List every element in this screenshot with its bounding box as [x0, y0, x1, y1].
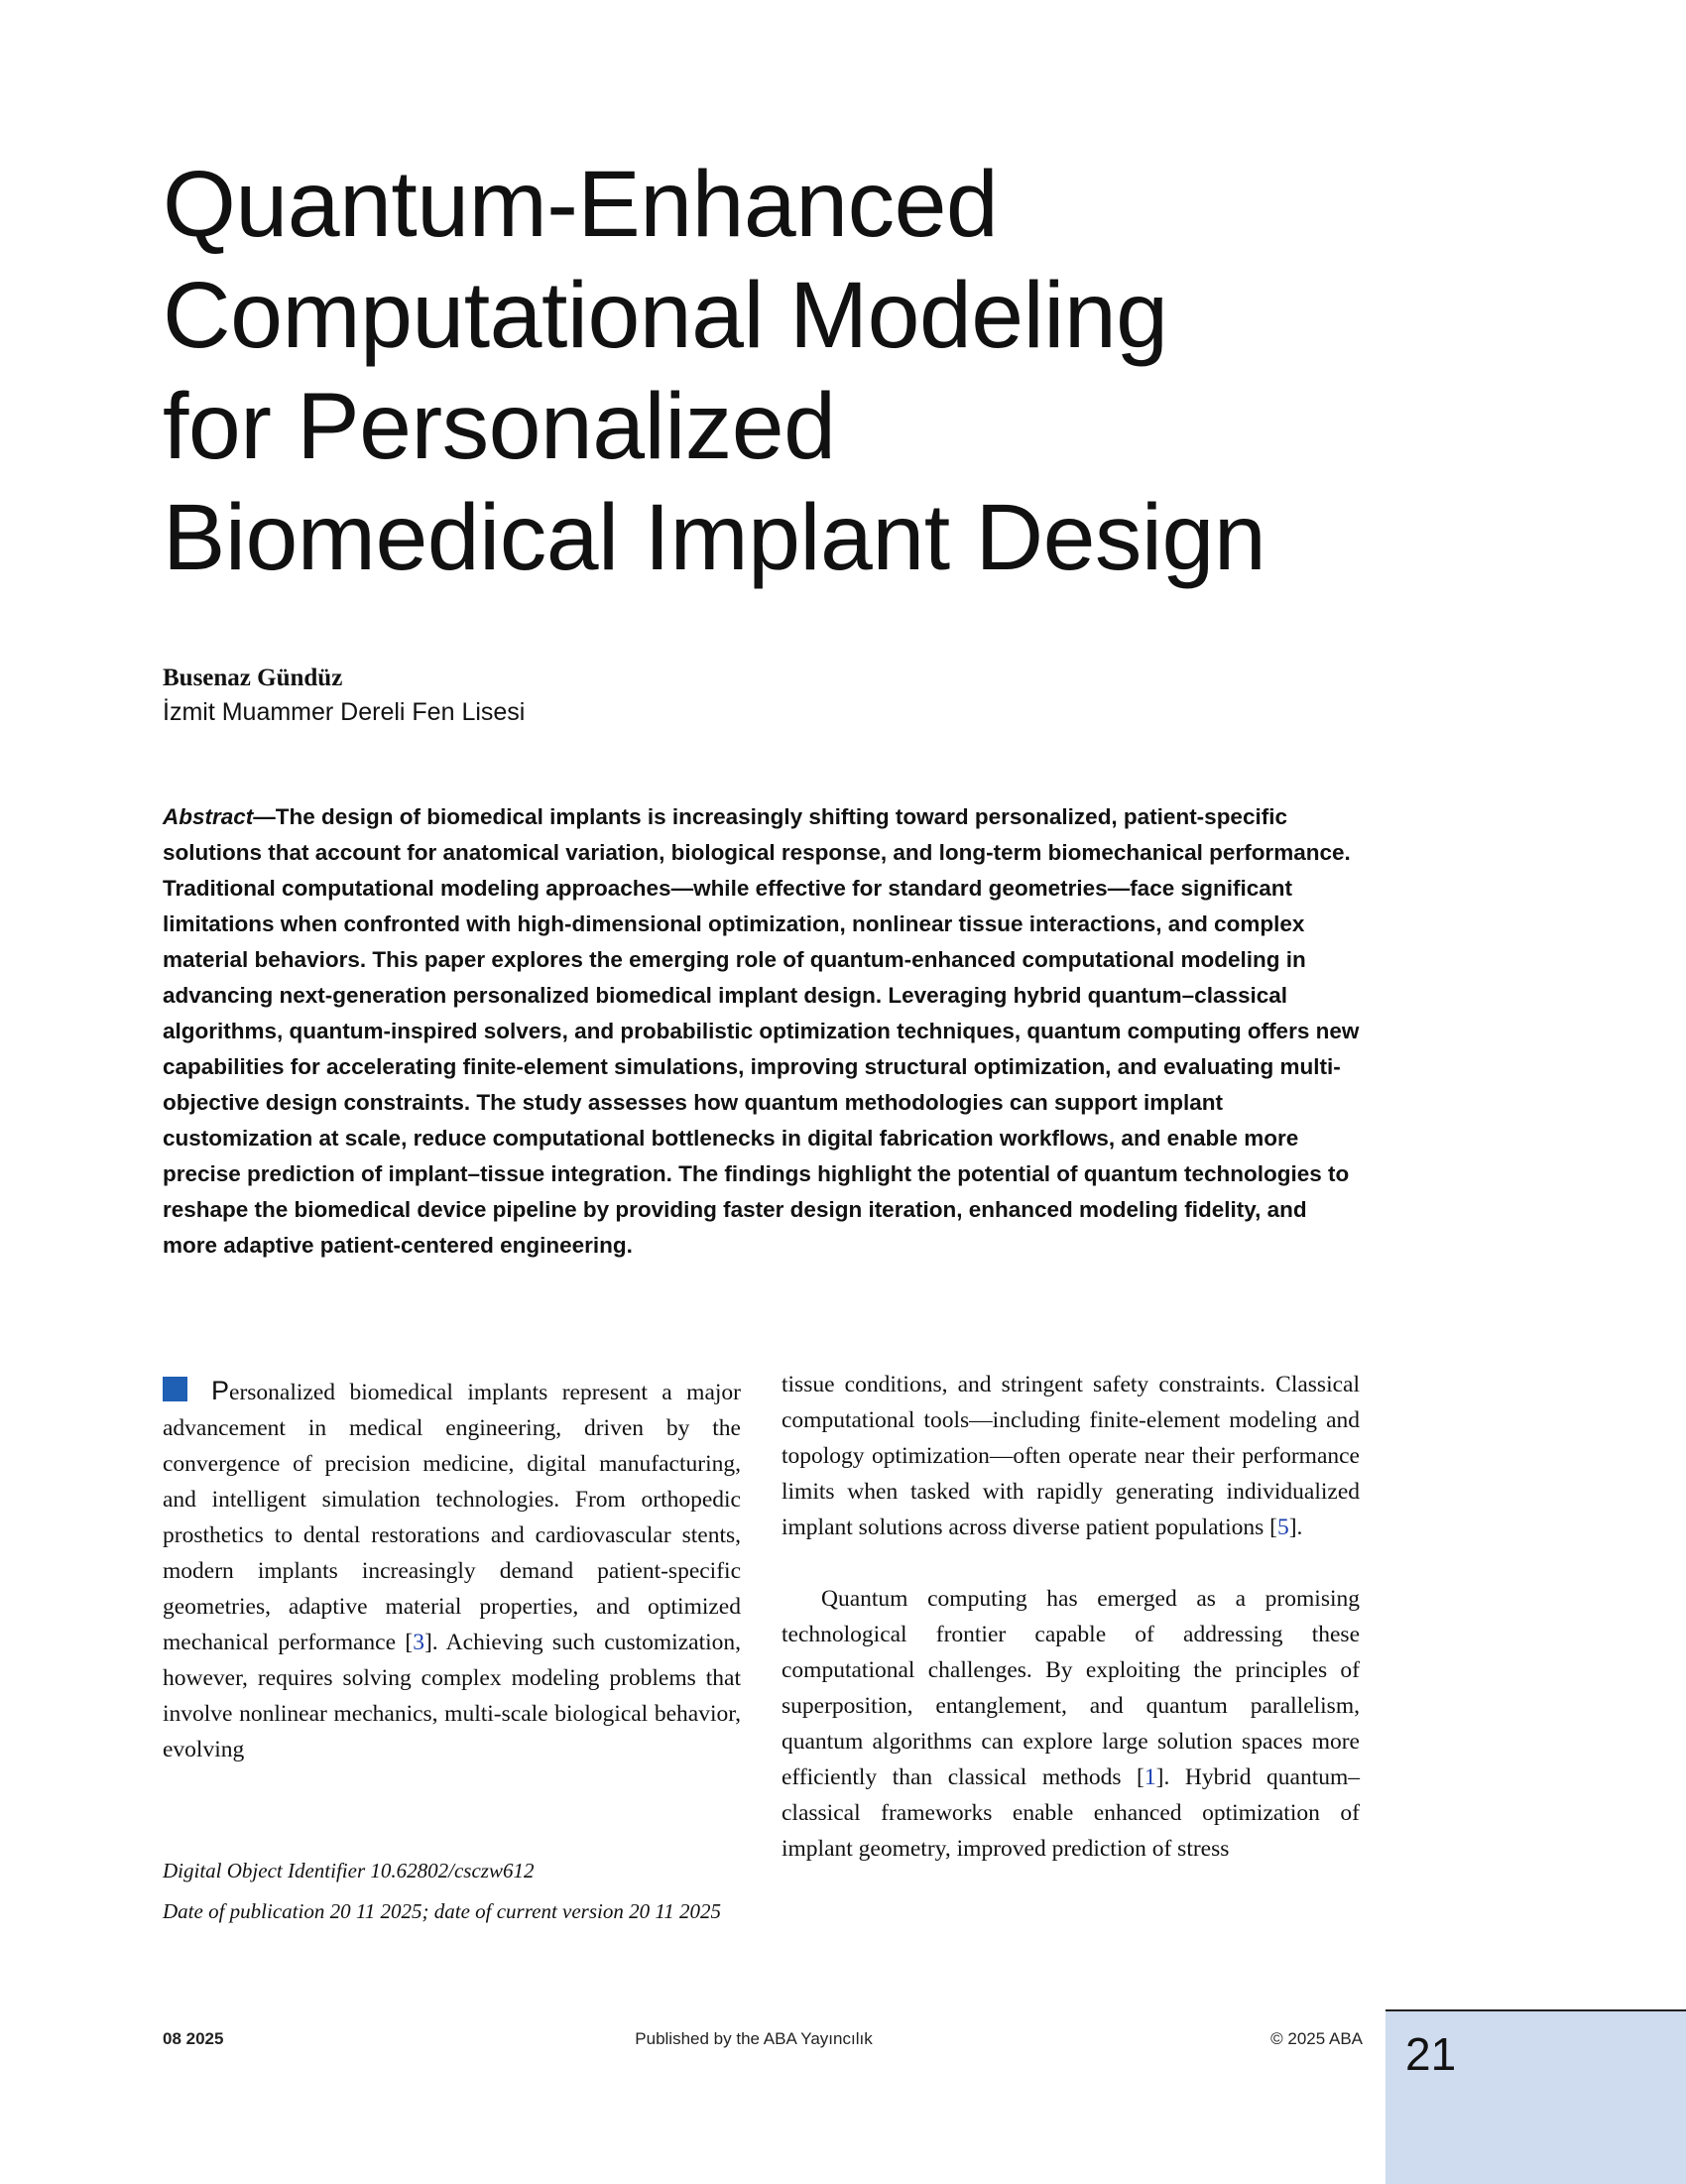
body-text: Quantum computing has emerged as a promising technological frontier capable of addressing these computational challenges. By exploiting the principles of superposition, entanglement, and quantum parallelism, quantum algorithms can explore large solution spaces more efficiently than classical methods [: [782, 1586, 1360, 1790]
abstract: [163, 799, 1363, 1264]
author-affiliation: İzmit Muammer Dereli Fen Lisesi: [163, 698, 526, 726]
body-text: ersonalized biomedical implants represent a major advancement in medical engineering, driven by the convergence of precision medicine, digital manufacturing, and intelligent simulation technologies. From orthopedic prosthetics to dental restorations and cardiovascular stents, modern implants increasingly demand patient-specific geometries, adaptive material properties, and optimized mechanical performance [: [163, 1380, 741, 1655]
page-number: 21: [1405, 2028, 1457, 2080]
body-text: tissue conditions, and stringent safety constraints. Classical computational tools—including finite-element modeling and topology optimization—often operate near their performance limits when tasked with rapidly generating individualized implant solutions across diverse patient populations [: [782, 1372, 1360, 1540]
footer-publisher: Published by the ABA Yayıncılık: [635, 2029, 873, 2048]
doi-line: Digital Object Identifier 10.62802/csczw612: [163, 1859, 535, 1882]
paper-title: [163, 149, 1412, 593]
title-line: Quantum-Enhanced: [163, 152, 999, 257]
body-paragraph: [782, 1581, 1360, 1867]
body-column-left: [163, 1373, 741, 1767]
reference-link[interactable]: 1: [1144, 1764, 1156, 1790]
reference-link[interactable]: 5: [1276, 1515, 1289, 1540]
body-text: ]. Achieving such customization, however, requires solving complex modeling problems that involve nonlinear mechanics, multi-scale biological behavior, evolving: [163, 1630, 742, 1762]
title-line: Biomedical Implant Design: [163, 485, 1266, 590]
reference-link[interactable]: 3: [413, 1630, 424, 1655]
title-line: Computational Modeling: [163, 263, 1168, 368]
author-name: Busenaz Gündüz: [163, 665, 343, 691]
footer-copyright: © 2025 ABA: [1270, 2029, 1363, 2048]
footer-issue: 08 2025: [163, 2029, 224, 2048]
abstract-label: Abstract: [163, 804, 254, 829]
body-column-right: [782, 1367, 1360, 1867]
body-paragraph: [782, 1367, 1360, 1545]
page-number-box: [1385, 2009, 1686, 2184]
publication-date-line: Date of publication 20 11 2025; date of current version 20 11 2025: [163, 1899, 722, 1923]
abstract-text: —The design of biomedical implants is increasingly shifting toward personalized, patient-specific solutions that account for anatomical variation, biological response, and long-term biomechanical performance. Traditional computational modeling approaches—while effective for standard geometries—face significant limitations when confronted with high-dimensional optimization, nonlinear tissue interactions, and complex material behaviors. This paper explores the emerging role of quantum-enhanced computational modeling in advancing next-generation personalized biomedical implant design. Leveraging hybrid quantum–classical algorithms, quantum-inspired solvers, and probabilistic optimization techniques, quantum computing offers new capabilities for accelerating finite-element simulations, improving structural optimization, and evaluating multi-objective design constraints. The study assesses how quantum methodologies can support implant customization at scale, reduce computational bottlenecks in digital fabrication workflows, and enable more precise prediction of implant–tissue integration. The findings highlight the potential of quantum technologies to reshape the biomedical device pipeline by providing faster design iteration, enhanced modeling fidelity, and more adaptive patient-centered engineering.: [163, 804, 1360, 1258]
body-text: ].: [1288, 1515, 1303, 1540]
section-marker-square-icon: [163, 1377, 187, 1401]
title-line: for Personalized: [163, 374, 836, 479]
body-text: ]. Hybrid quantum–classical frameworks enable enhanced optimization of implant geometry, improved prediction of stress: [782, 1764, 1360, 1862]
dropcap-letter: P: [211, 1376, 230, 1405]
